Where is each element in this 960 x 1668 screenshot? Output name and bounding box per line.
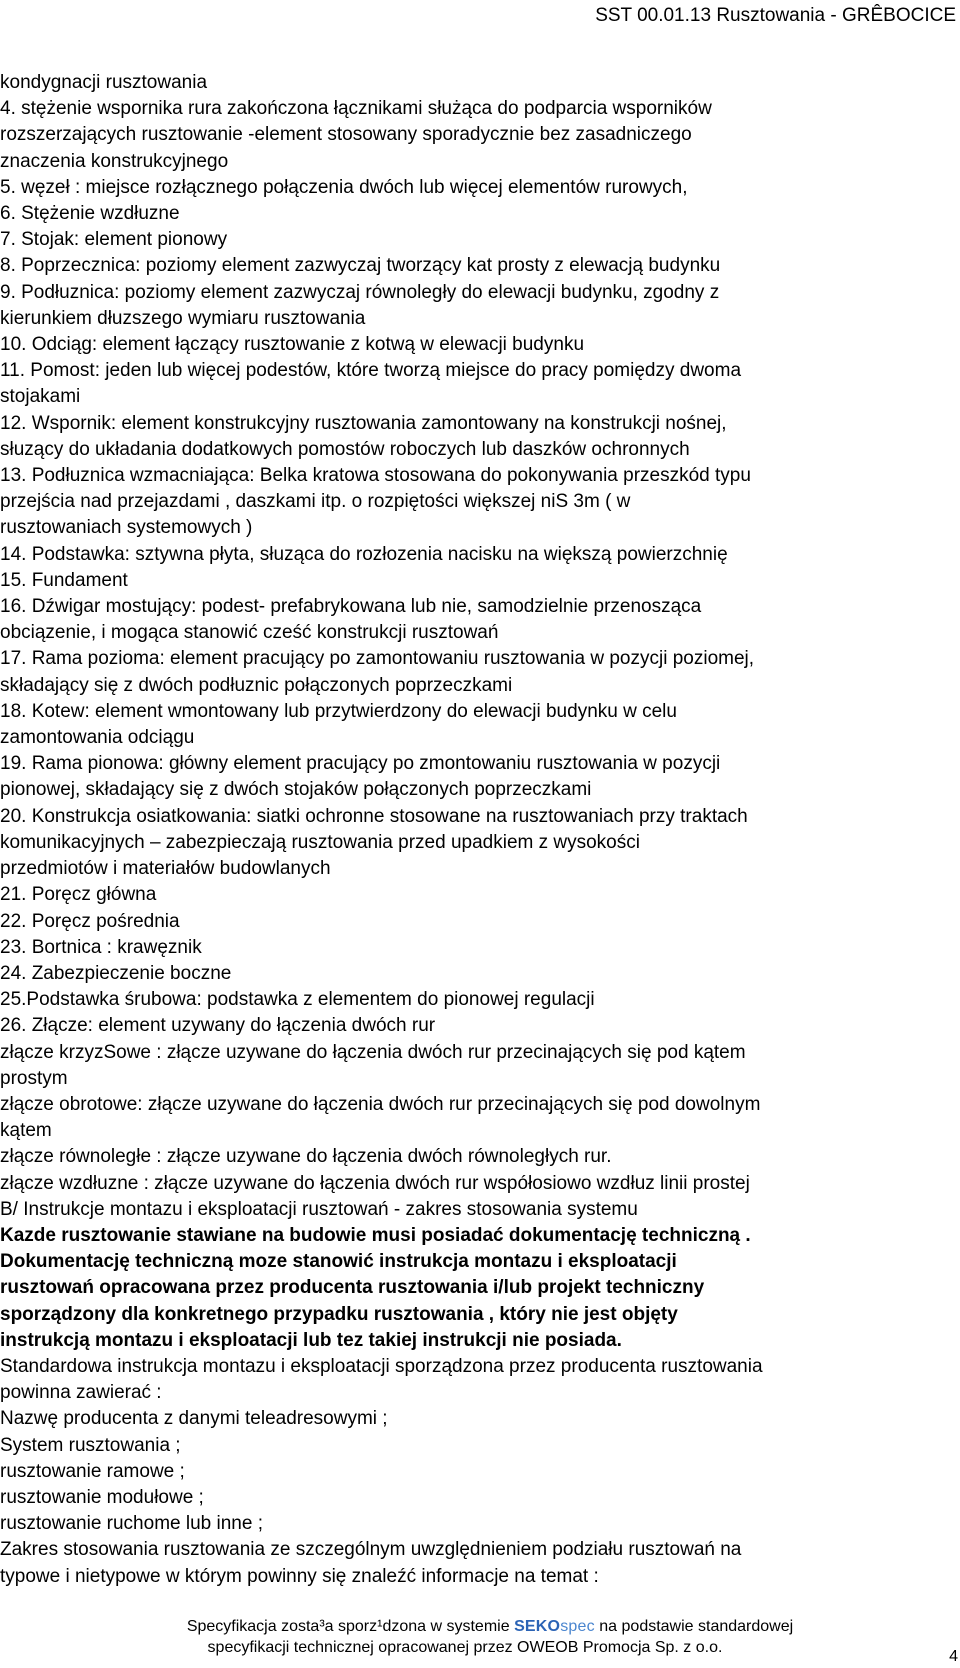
text-line: 12. Wspornik: element konstrukcyjny rusztowania zamontowany na konstrukcji nośnej, (0, 412, 727, 434)
text-line: 6. Stężenie wzdłuzne (0, 203, 180, 225)
text-line: złącze wzdłuzne : złącze uzywane do łączenia dwóch rur współosiowo wzdłuz linii prostej (0, 1172, 750, 1194)
bold-line: rusztowań opracowana przez producenta rusztowania i/lub projekt techniczny (0, 1277, 705, 1299)
text-line: rusztowanie modułowe ; (0, 1486, 204, 1508)
text-line: 23. Bortnica : krawęznik (0, 936, 202, 958)
text-line: złącze krzyzSowe : złącze uzywane do łączenia dwóch rur przecinających się pod kątem (0, 1041, 746, 1063)
text-line: 22. Poręcz pośrednia (0, 910, 180, 932)
text-line: 15. Fundament (0, 569, 128, 591)
page-number: 4 (949, 1648, 958, 1665)
document-body (0, 70, 950, 1590)
text-line: Zakres stosowania rusztowania ze szczególnym uwzględnieniem podziału rusztowań na (0, 1539, 742, 1561)
text-line: przedmiotów i materiałów budowlanych (0, 858, 331, 880)
text-line: 21. Poręcz główna (0, 884, 157, 906)
text-line: rusztowanie ramowe ; (0, 1460, 185, 1482)
brand-text-b: spec (560, 1618, 595, 1635)
text-line: prostym (0, 1067, 68, 1089)
bold-line: Kazde rusztowanie stawiane na budowie musi posiadać dokumentację techniczną . (0, 1224, 751, 1246)
bold-line: instrukcją montazu i eksploatacji lub tez takiej instrukcji nie posiada. (0, 1329, 622, 1351)
text-line: 11. Pomost: jeden lub więcej podestów, które tworzą miejsce do pracy pomiędzy dwoma (0, 360, 742, 382)
text-line: złącze równoległe : złącze uzywane do łączenia dwóch równoległych rur. (0, 1146, 612, 1168)
text-line: 16. Dźwigar mostujący: podest- prefabrykowana lub nie, samodzielnie przenosząca (0, 596, 702, 618)
text-line: rusztowanie ruchome lub inne ; (0, 1513, 263, 1535)
text-line: 24. Zabezpieczenie boczne (0, 962, 232, 984)
text-line: komunikacyjnych – zabezpieczają rusztowania przed upadkiem z wysokości (0, 831, 640, 853)
text-line: złącze obrotowe: złącze uzywane do łączenia dwóch rur przecinających się pod dowolnym (0, 1093, 761, 1115)
text-line: składający się z dwóch podłuznic połączonych poprzeczkami (0, 674, 513, 696)
text-line: Standardowa instrukcja montazu i eksploatacji sporządzona przez producenta rusztowania (0, 1355, 763, 1377)
footer-line-2: specyfikacji technicznej opracowanej przez OWEOB Promocja Sp. z o.o. (207, 1639, 723, 1656)
text-line: kondygnacji rusztowania (0, 72, 208, 93)
text-line: 20. Konstrukcja osiatkowania: siatki ochronne stosowane na rusztowaniach przy traktach (0, 805, 748, 827)
text-line: 4. stężenie wspornika rura zakończona łącznikami służąca do podparcia wsporników (0, 98, 712, 120)
text-line: Nazwę producenta z danymi teleadresowymi ; (0, 1408, 388, 1430)
text-line: przejścia nad przejazdami , daszkami itp. o rozpiętości większej niS 3m ( w (0, 491, 631, 513)
brand-text-a: SEKO (514, 1618, 561, 1635)
text-line: znaczenia konstrukcyjnego (0, 150, 229, 172)
text-line: 9. Podłuznica: poziomy element zazwyczaj równoległy do elewacji budynku, zgodny z (0, 281, 720, 303)
sekospec-logo (514, 1618, 595, 1635)
text-line: 8. Poprzecznica: poziomy element zazwyczaj tworzący kat prosty z elewacją budynku (0, 255, 721, 277)
text-line: kierunkiem dłuzszego wymiaru rusztowania (0, 307, 366, 329)
text-line: 18. Kotew: element wmontowany lub przytwierdzony do elewacji budynku w celu (0, 700, 677, 722)
text-line: System rusztowania ; (0, 1434, 181, 1456)
text-line: rusztowaniach systemowych ) (0, 517, 253, 539)
text-line: słuzący do układania dodatkowych pomostów roboczych lub daszków ochronnych (0, 438, 690, 460)
text-line: 17. Rama pozioma: element pracujący po zamontowaniu rusztowania w pozycji poziomej, (0, 648, 755, 670)
text-line: powinna zawierać : (0, 1382, 162, 1404)
text-line: 13. Podłuznica wzmacniająca: Belka kratowa stosowana do pokonywania przeszkód typu (0, 465, 751, 487)
document-footer (0, 1616, 960, 1658)
text-line: 25.Podstawka śrubowa: podstawka z elementem do pionowej regulacji (0, 989, 595, 1011)
text-line: 7. Stojak: element pionowy (0, 229, 228, 251)
text-line: 5. węzeł : miejsce rozłącznego połączenia dwóch lub więcej elementów rurowych, (0, 176, 688, 198)
text-line: 10. Odciąg: element łączący rusztowanie z kotwą w elewacji budynku (0, 334, 585, 356)
section-heading: B/ Instrukcje montazu i eksploatacji rusztowań - zakres stosowania systemu (0, 1198, 638, 1220)
footer-line-1 (0, 1616, 960, 1637)
text-line: pionowej, składający się z dwóch stojaków połączonych poprzeczkami (0, 779, 592, 801)
bold-line: Dokumentację techniczną moze stanowić instrukcja montazu i eksploatacji (0, 1251, 677, 1273)
text-line: obciązenie, i mogąca stanowić cześć konstrukcji rusztowań (0, 622, 499, 644)
footer-text: na podstawie standardowej (594, 1618, 794, 1635)
text-line: 14. Podstawka: sztywna płyta, słuząca do rozłozenia nacisku na większą powierzchnię (0, 543, 728, 565)
text-line: 19. Rama pionowa: główny element pracujący po zmontowaniu rusztowania w pozycji (0, 753, 721, 775)
text-line: kątem (0, 1120, 52, 1142)
text-line: rozszerzających rusztowanie -element stosowany sporadycznie bez zasadniczego (0, 124, 692, 146)
document-header: SST 00.01.13 Rusztowania - GRÊBOCICE (595, 5, 956, 26)
text-line: typowe i nietypowe w którym powinny się znaleźć informacje na temat : (0, 1565, 599, 1587)
text-line: zamontowania odciągu (0, 727, 195, 749)
bold-line: sporządzony dla konkretnego przypadku rusztowania , który nie jest objęty (0, 1303, 678, 1325)
footer-text: Specyfikacja zosta³a sporz¹dzona w systemie (186, 1618, 515, 1635)
text-line: 26. Złącze: element uzywany do łączenia dwóch rur (0, 1015, 436, 1037)
text-line: stojakami (0, 386, 81, 408)
